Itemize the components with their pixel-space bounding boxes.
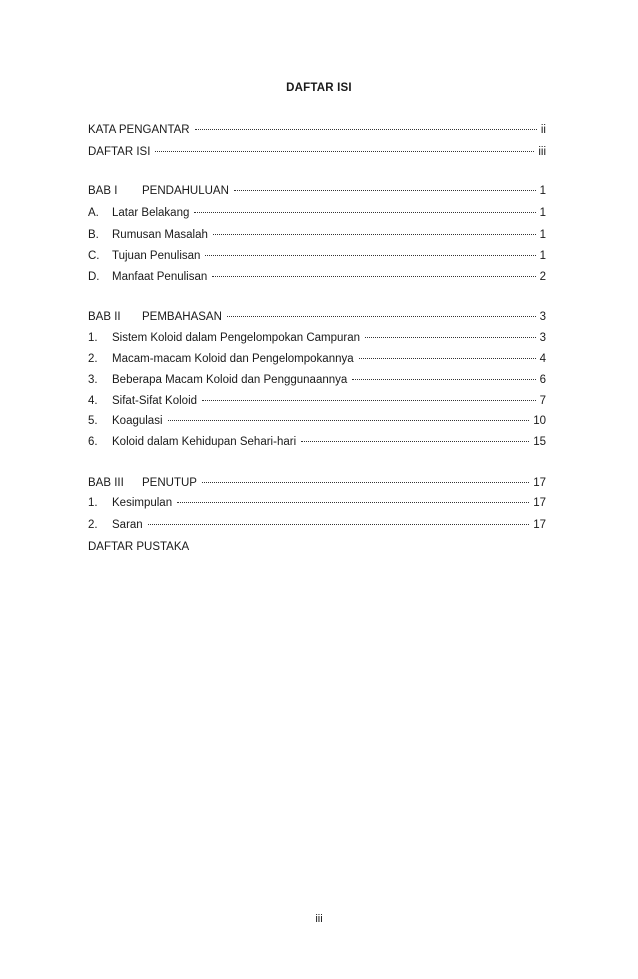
toc-entry-page: 3 — [539, 311, 546, 323]
toc-entry-page: iii — [538, 146, 546, 158]
toc-entry[interactable] — [88, 435, 546, 451]
toc-entry-daftar-isi[interactable] — [88, 145, 546, 161]
toc-entry-label: Sifat-Sifat Koloid — [112, 395, 198, 407]
dot-leader — [365, 328, 536, 338]
toc-entry[interactable] — [88, 373, 546, 389]
dot-leader — [352, 370, 535, 380]
toc-entry-page: 6 — [539, 374, 546, 386]
toc-entry-page: 17 — [533, 519, 546, 531]
toc-entry-label: Rumusan Masalah — [112, 229, 208, 241]
toc-entry[interactable] — [88, 394, 546, 410]
toc-entry-page: 1 — [539, 185, 546, 197]
toc-entry-page: 2 — [539, 271, 546, 283]
toc-entry-label: Latar Belakang — [112, 207, 190, 219]
toc-entry-label: Kesimpulan — [112, 497, 173, 509]
toc-entry-page: 17 — [533, 497, 546, 509]
toc-entry-label: DAFTAR ISI — [88, 146, 151, 158]
page-number: iii — [315, 913, 323, 925]
toc-entry-label: Manfaat Penulisan — [112, 271, 208, 283]
dot-leader — [202, 473, 529, 483]
toc-entry[interactable] — [88, 352, 546, 368]
toc-entry[interactable] — [88, 270, 546, 286]
page-title: DAFTAR ISI — [286, 82, 352, 94]
dot-leader — [148, 515, 530, 525]
toc-entry-label: Koloid dalam Kehidupan Sehari-hari — [112, 436, 297, 448]
entry-number: 1. — [88, 497, 98, 509]
dot-leader — [195, 120, 537, 130]
chapter-number: BAB I — [88, 185, 118, 197]
toc-entry-label: Macam-macam Koloid dan Pengelompokannya — [112, 353, 354, 365]
entry-number: 3. — [88, 374, 98, 386]
toc-entry-page: 3 — [539, 332, 546, 344]
toc-chapter-bab-1[interactable] — [88, 184, 546, 200]
entry-number: A. — [88, 207, 99, 219]
dot-leader — [359, 349, 536, 359]
entry-number: 4. — [88, 395, 98, 407]
chapter-title: PENUTUP — [142, 477, 197, 489]
toc-entry-page: 15 — [533, 436, 546, 448]
toc-chapter-bab-3[interactable] — [88, 476, 546, 492]
chapter-title: PENDAHULUAN — [142, 185, 229, 197]
dot-leader — [234, 181, 536, 191]
toc-entry-page: ii — [540, 124, 546, 136]
toc-entry[interactable] — [88, 228, 546, 244]
dot-leader — [213, 225, 536, 235]
chapter-title: PEMBAHASAN — [142, 311, 222, 323]
toc-entry[interactable] — [88, 496, 546, 512]
toc-entry-kata-pengantar[interactable] — [88, 123, 546, 139]
toc-entry-label: Saran — [112, 519, 143, 531]
dot-leader — [177, 493, 529, 503]
chapter-number: BAB II — [88, 311, 121, 323]
toc-entry-page: 4 — [539, 353, 546, 365]
entry-number: C. — [88, 250, 100, 262]
entry-number: 1. — [88, 332, 98, 344]
toc-chapter-bab-2[interactable] — [88, 310, 546, 326]
dot-leader — [205, 246, 535, 256]
dot-leader — [212, 267, 535, 277]
toc-entry-page: 1 — [539, 229, 546, 241]
dot-leader — [155, 142, 534, 152]
entry-number: 6. — [88, 436, 98, 448]
toc-entry-label: Tujuan Penulisan — [112, 250, 201, 262]
toc-entry-label: Sistem Koloid dalam Pengelompokan Campuran — [112, 332, 361, 344]
dot-leader — [194, 203, 535, 213]
toc-entry[interactable] — [88, 518, 546, 534]
toc-entry[interactable] — [88, 249, 546, 265]
toc-entry-label: Beberapa Macam Koloid dan Penggunaannya — [112, 374, 348, 386]
toc-entry-daftar-pustaka[interactable]: DAFTAR PUSTAKA — [88, 541, 190, 553]
dot-leader — [168, 411, 530, 421]
entry-number: 2. — [88, 519, 98, 531]
toc-entry-page: 1 — [539, 250, 546, 262]
entry-number: B. — [88, 229, 99, 241]
toc-entry-label: Koagulasi — [112, 415, 163, 427]
entry-number: 5. — [88, 415, 98, 427]
toc-entry-label: KATA PENGANTAR — [88, 124, 190, 136]
dot-leader — [227, 307, 536, 317]
entry-number: D. — [88, 271, 100, 283]
dot-leader — [202, 391, 536, 401]
toc-entry[interactable] — [88, 206, 546, 222]
toc-entry-page: 10 — [533, 415, 546, 427]
toc-entry[interactable] — [88, 331, 546, 347]
toc-entry-page: 1 — [539, 207, 546, 219]
chapter-number: BAB III — [88, 477, 124, 489]
toc-entry[interactable] — [88, 414, 546, 430]
toc-entry-page: 17 — [533, 477, 546, 489]
toc-entry-page: 7 — [539, 395, 546, 407]
dot-leader — [301, 432, 529, 442]
entry-number: 2. — [88, 353, 98, 365]
